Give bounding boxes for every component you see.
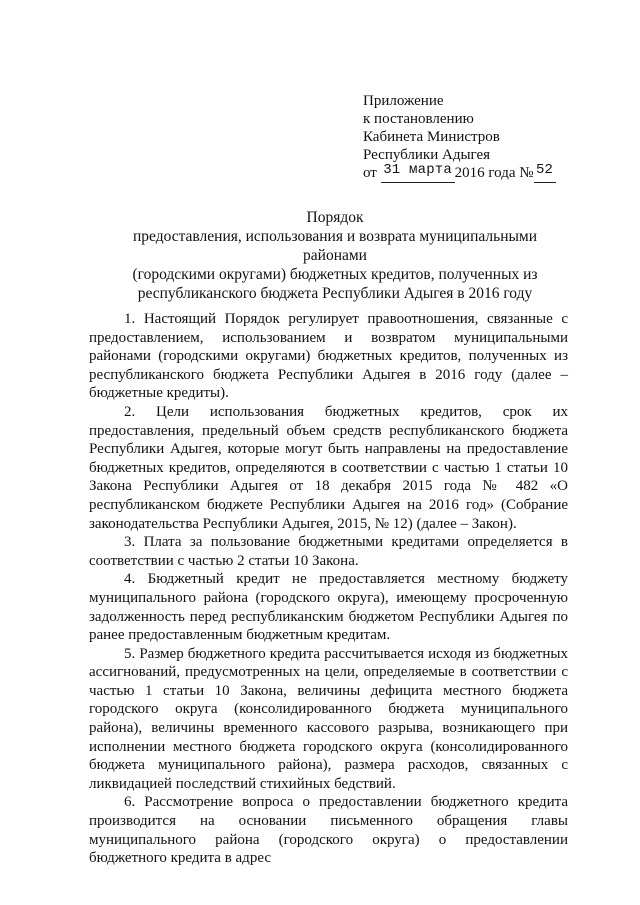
appendix-date-line [363,164,556,183]
paragraph-1: 1. Настоящий Порядок регулирует правоотношения, связанные с предоставлением, использованием и возвратом муниципальными районами (городскими округами) бюджетных кредитов, полученных из республиканского бюджета Республики Адыгея в 2016 году (далее – бюджетные кредиты). [89,311,568,402]
document-title [100,208,570,303]
title-line-2: (городскими округами) бюджетных кредитов, полученных из [132,266,538,283]
number-field [534,162,556,183]
appendix-line-1: Приложение [363,93,444,109]
paragraph-4: 4. Бюджетный кредит не предоставляется местному бюджету муниципального района (городского округа), имеющему просроченную задолженность перед республиканским бюджетом Республики Адыгея по ранее предоставленным бюджетным кредитам. [89,571,568,644]
title-line-1: предоставления, использования и возврата муниципальными районами [132,228,538,264]
appendix-line-2: к постановлению [363,111,474,127]
handwritten-number: 52 [535,162,554,178]
year-text: 2016 года № [454,165,534,181]
date-prefix: от [363,165,377,181]
appendix-line-4: Республики Адыгея [363,147,491,163]
paragraph-6: 6. Рассмотрение вопроса о предоставлении бюджетного кредита производится на основании письменного обращения главы муниципального района (городского округа) о предоставлении бюджетного кредита в адрес [89,794,568,867]
title-line-3: республиканского бюджета Республики Адыгея в 2016 году [137,285,533,302]
paragraph-3: 3. Плата за пользование бюджетными кредитами определяется в соответствии с частью 2 статьи 10 Закона. [89,534,568,569]
title-heading: Порядок [306,209,364,226]
appendix-line-3: Кабинета Министров [363,129,500,145]
date-field [381,162,455,183]
appendix-block [363,92,556,183]
handwritten-date: 31 марта [383,162,453,178]
paragraph-5: 5. Размер бюджетного кредита рассчитывается исходя из бюджетных ассигнований, предусмотренных на цели, определяемые в соответствии с частью 1 статьи 10 Закона, величины дефицита местного бюджета городского округа (консолидированного бюджета муниципального района), величины временного кассового разрыва, возникающего при исполнении местного бюджета городского округа (консолидированного бюджета муниципального района), размера расходов, связанных с ликвидацией последствий стихийных бедствий. [89,645,568,792]
paragraph-2: 2. Цели использования бюджетных кредитов, срок их предоставления, предельный объем средств республиканского бюджета Республики Адыгея, которые могут быть направлены на предоставление бюджетных кредитов, определяются в соответствии с частью 1 статьи 10 Закона Республики Адыгея от 18 декабря 2015 года № 482 «О республиканском бюджете Республики Адыгея на 2016 год» (Собрание законодательства Республики Адыгея, 2015, № 12) (далее – Закон). [89,403,568,532]
document-body [89,310,568,868]
